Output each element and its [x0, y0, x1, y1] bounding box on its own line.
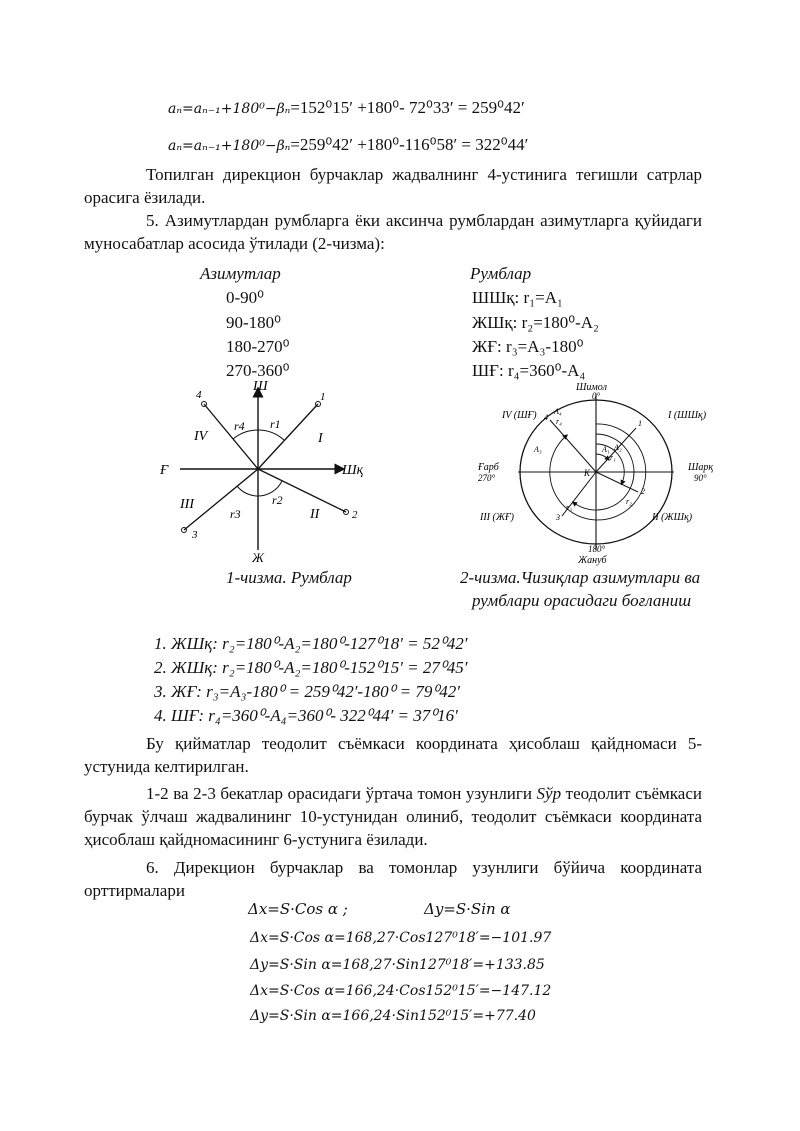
fig2-label-south-deg: 180° — [588, 544, 606, 554]
formula-general-y: Δy=S·Sin α — [424, 900, 511, 918]
table-rb-1: ШШқ: r₁=A₁ — [472, 288, 563, 307]
table-az-3: 180-270⁰ — [226, 337, 290, 356]
fig2-arc-a1 — [596, 454, 608, 459]
paragraph-6-text: 6. Дирекцион бурчаклар ва томонлар узунлиги бўйича координата орттирмалари — [84, 858, 702, 900]
fig2-label-south: Жануб — [578, 555, 607, 566]
figure-1-rhumbs — [150, 378, 380, 564]
fig2-label-r2: r₂ — [626, 497, 632, 506]
table-az-2: 90-180⁰ — [226, 313, 281, 332]
fig1-label-south: Ж — [252, 550, 264, 564]
formula-bottom-3: Δx=S·Cos α=166,24·Cos152⁰15′=−147.12 — [250, 983, 552, 999]
fig1-label-q2: II — [310, 507, 320, 522]
fig2-label-a1: A₁ — [602, 445, 610, 454]
paragraph-side-length-symbol: Sўр — [536, 784, 562, 803]
fig2-label-p3: 3 — [556, 513, 560, 522]
fig1-label-q1: I — [318, 431, 323, 446]
fig1-line-4 — [204, 404, 258, 469]
table-rb-3: ЖҒ: r₃=A₃-180⁰ — [472, 337, 584, 356]
fig2-label-p4: 4 — [544, 413, 548, 422]
fig2-label-east-deg: 90° — [694, 473, 707, 483]
table-head-rhumbs: Румблар — [470, 264, 532, 283]
paragraph-side-length-post: теодолит съёмкаси бурчак ўлчаш жадвалининг 10-устунидан олиниб, теодолит съёмкаси координата ҳисоблаш қайдномасининг 6-устунига ёзилади. — [84, 784, 702, 849]
fig1-label-q3: III — [180, 497, 194, 512]
fig2-label-p1: 1 — [638, 419, 642, 428]
paragraph-found-angles-text: Топилган дирекцион бурчаклар жадвалнинг 4-устинига тегишли сатрлар орасига ёзилади. — [84, 165, 702, 207]
paragraph-5-text: 5. Азимутлардан румбларга ёки аксинча румблардан азимутларга қуйидаги муносабатлар асосида ўтилади (2-чизма): — [84, 211, 702, 253]
fig1-label-p2: 2 — [352, 509, 358, 521]
fig2-label-west-deg: 270° — [478, 473, 496, 483]
paragraph-side-length — [84, 782, 702, 851]
fig1-label-p4: 4 — [196, 389, 202, 401]
table-az-1: 0-90⁰ — [226, 288, 264, 307]
fig2-label-r3: r₃ — [566, 503, 572, 512]
fig1-label-q4: IV — [194, 429, 208, 444]
formula-top-2 — [168, 135, 528, 155]
figure-2-caption-line1: 2-чизма.Чизиқлар азимутлари ва — [460, 568, 701, 587]
fig2-label-q4: IV (ШҒ) — [502, 410, 537, 421]
fig2-label-p2: 2 — [641, 487, 645, 496]
fig2-label-r4: r₄ — [556, 417, 562, 426]
formula-bottom-4: Δy=S·Sin α=166,24·Sin152⁰15′=+77.40 — [250, 1008, 536, 1024]
fig1-label-p3: 3 — [192, 529, 198, 541]
fig1-line-3 — [184, 469, 258, 530]
fig1-label-r3: r3 — [230, 507, 241, 521]
calc-item-3: 3. ЖҒ: r₃=A₃-180⁰ = 259⁰42′-180⁰ = 79⁰42′ — [154, 682, 460, 701]
formula-top-1 — [168, 98, 525, 118]
table-rb-2: ЖШқ: r₂=180⁰-A₂ — [472, 313, 599, 332]
calc-item-4: 4. ШҒ: r₄=360⁰-A₄=360⁰- 322⁰44′ = 37⁰16′ — [154, 706, 458, 725]
paragraph-5 — [84, 209, 702, 255]
paragraph-found-angles — [84, 163, 702, 209]
formula-bottom-2: Δy=S·Sin α=168,27·Sin127⁰18′=+133.85 — [250, 957, 545, 973]
fig2-label-north-deg: 0° — [592, 391, 601, 401]
table-rb-4: ШҒ: r₄=360⁰-A₄ — [472, 361, 586, 380]
paragraph-values-text: Бу қийматлар теодолит съёмкаси координата ҳисоблаш қайдномаси 5-устунида келтирилган. — [84, 734, 702, 776]
fig1-arc-r1 — [258, 430, 284, 440]
paragraph-6 — [84, 856, 702, 902]
fig2-label-center: K — [584, 468, 591, 478]
formula-top-1-lhs: aₙ=aₙ₋₁+180⁰−βₙ — [168, 101, 291, 117]
table-head-azimuths: Азимутлар — [200, 264, 281, 283]
fig2-label-east: Шарқ — [688, 462, 714, 473]
figure-1-caption: 1-чизма. Румблар — [226, 568, 352, 587]
fig2-label-a4: A₄ — [554, 407, 562, 416]
fig2-line-2 — [596, 472, 638, 492]
figure-2-caption-line2: румблари орасидаги боғланиш — [472, 591, 692, 610]
fig1-arc-r3 — [237, 486, 258, 496]
calc-item-2: 2. ЖШқ: r₂=180⁰-A₂=180⁰-152⁰15′ = 27⁰45′ — [154, 658, 468, 677]
fig2-label-r1: r₁ — [610, 453, 616, 462]
fig2-label-q2: II (ЖШқ) — [652, 512, 693, 523]
fig1-label-east: Шқ — [342, 463, 364, 478]
fig1-label-r4: r4 — [234, 419, 245, 433]
formula-top-1-rhs: =152⁰15′ +180⁰- 72⁰33′ = 259⁰42′ — [290, 98, 525, 117]
figure-2-azimuth-rhumb — [460, 380, 730, 566]
fig2-label-q3: III (ЖҒ) — [480, 512, 514, 523]
formula-top-2-lhs: aₙ=aₙ₋₁+180⁰−βₙ — [168, 138, 291, 154]
formula-bottom-1: Δx=S·Cos α=168,27·Cos127⁰18′=−101.97 — [250, 930, 552, 946]
fig2-label-q1: I (ШШқ) — [668, 410, 707, 421]
fig2-label-a3: A₃ — [534, 445, 542, 454]
fig1-label-r1: r1 — [270, 417, 281, 431]
fig1-label-p1: 1 — [320, 391, 326, 403]
fig2-label-north: Шимол — [576, 382, 607, 393]
formula-general-x: Δx=S·Cos α ; — [248, 900, 348, 918]
paragraph-values — [84, 732, 702, 778]
fig1-label-r2: r2 — [272, 493, 283, 507]
paragraph-side-length-pre: 1-2 ва 2-3 бекатлар орасидаги ўртача томон узунлиги — [146, 784, 537, 803]
fig2-label-a2: A₂ — [614, 443, 622, 452]
calc-item-1: 1. ЖШқ: r₂=180⁰-A₂=180⁰-127⁰18′ = 52⁰42′ — [154, 634, 468, 653]
fig1-label-west: Ғ — [160, 463, 168, 478]
fig1-label-north: Ш — [253, 379, 268, 394]
fig2-label-west: Ғарб — [478, 462, 499, 473]
formula-top-2-rhs: =259⁰42′ +180⁰-116⁰58′ = 322⁰44′ — [290, 135, 529, 154]
table-az-4: 270-360⁰ — [226, 361, 290, 380]
fig1-line-1 — [258, 404, 318, 469]
